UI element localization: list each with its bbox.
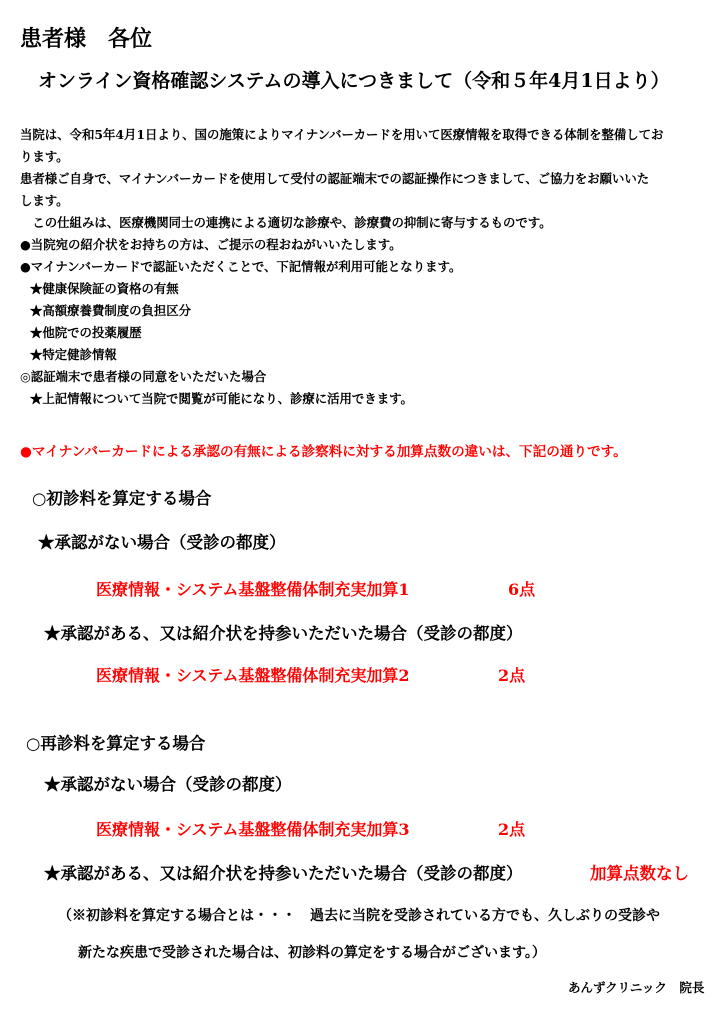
- signature: あんずクリニック 院長: [568, 980, 705, 995]
- initial-addition-1: 医療情報・システム基盤整備体制充実加算1: [96, 580, 410, 599]
- revisit-addition-3: 医療情報・システム基盤整備体制充実加算3: [96, 820, 410, 839]
- intro-line-3: 患者様ご自身で、マイナンバーカードを使用して受付の認証端末での認証操作につきまして、ご協力をお願いいた: [20, 171, 650, 186]
- list-item: ★高額療養費制度の負担区分: [30, 303, 192, 318]
- initial-addition-2: 医療情報・システム基盤整備体制充実加算2: [96, 666, 410, 685]
- initial-visit-heading: ○初診料を算定する場合: [32, 489, 212, 508]
- initial-case-consent: ★承認がある、又は紹介状を持参いただいた場合（受診の都度）: [44, 624, 523, 643]
- referral-note: ●当院宛の紹介状をお持ちの方は、ご提示の程おねがいいたします。: [20, 237, 402, 252]
- intro-line-2: ります。: [20, 149, 69, 164]
- intro-line-1: 当院は、令和5年4月1日より、国の施策によりマイナンバーカードを用いて医療情報を取得できる体制を整備してお: [20, 127, 664, 142]
- footnote-line-1: （※初診料を算定する場合とは・・・ 過去に当院を受診されている方でも、久しぶりの受診や: [58, 908, 660, 924]
- revisit-case-consent: ★承認がある、又は紹介状を持参いただいた場合（受診の都度）: [44, 864, 523, 883]
- initial-points-1: 6点: [508, 580, 536, 599]
- revisit-heading: ○再診料を算定する場合: [26, 734, 206, 753]
- intro-line-5: この仕組みは、医療機関同士の連携による適切な診療や、診療費の抑制に寄与するものです。: [20, 215, 552, 230]
- available-info-intro: ●マイナンバーカードで認証いただくことで、下記情報が利用可能となります。: [20, 259, 462, 274]
- list-item: ★特定健診情報: [30, 347, 117, 362]
- page-title: オンライン資格確認システムの導入につきまして（令和５年4月1日より）: [38, 70, 670, 92]
- initial-case-no-consent: ★承認がない場合（受診の都度）: [38, 533, 286, 552]
- intro-line-4: します。: [20, 193, 69, 208]
- revisit-points-3: 2点: [498, 820, 526, 839]
- list-item: ★他院での投薬履歴: [30, 325, 142, 340]
- initial-points-2: 2点: [498, 666, 526, 685]
- consent-condition: ◎認証端末で患者様の同意をいただいた場合: [20, 369, 267, 384]
- no-additional-points: 加算点数なし: [590, 864, 689, 883]
- consent-benefit: ★上記情報について当院で閲覧が可能になり、診療に活用できます。: [30, 391, 413, 406]
- salutation: 患者様 各位: [20, 26, 153, 52]
- list-item: ★健康保険証の資格の有無: [30, 281, 179, 296]
- revisit-case-no-consent: ★承認がない場合（受診の都度）: [44, 775, 292, 794]
- footnote-line-2: 新たな疾患で受診された場合は、初診料の算定をする場合がございます。）: [78, 945, 546, 961]
- red-notice: ●マイナンバーカードによる承認の有無による診察料に対する加算点数の違いは、下記の通りです。: [20, 444, 627, 460]
